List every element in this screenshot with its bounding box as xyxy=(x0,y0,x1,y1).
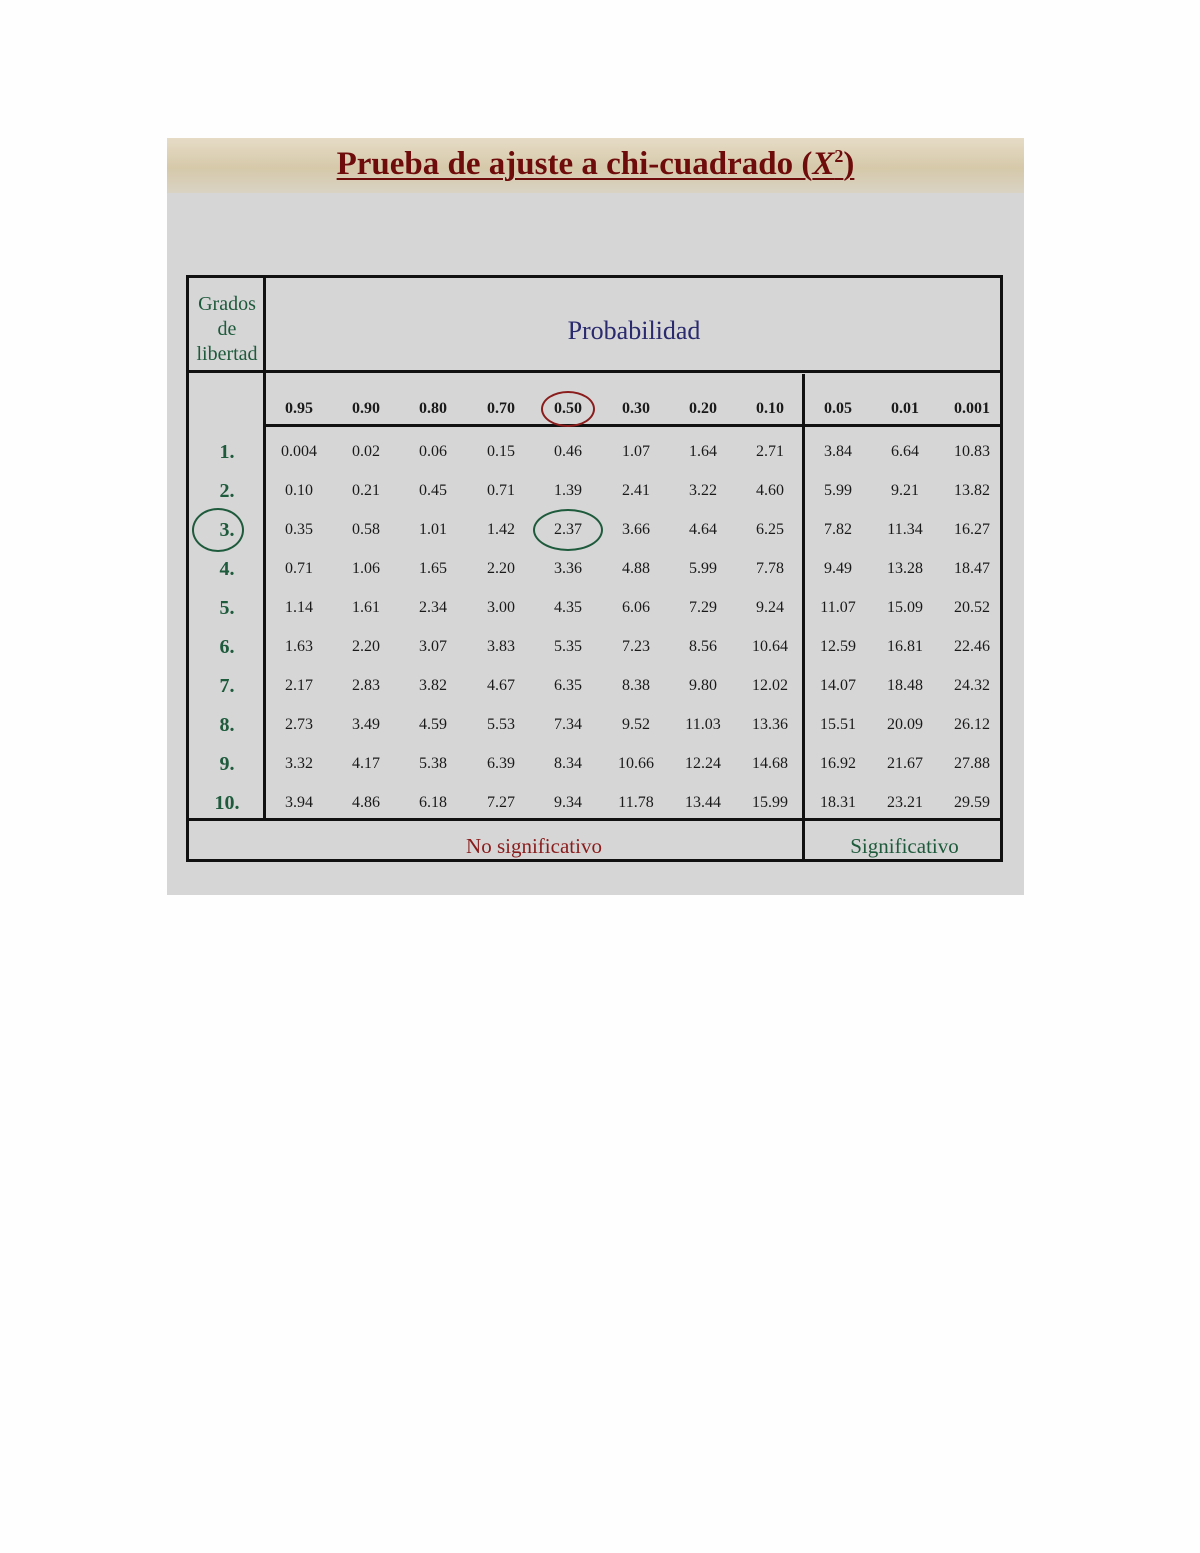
degree-of-freedom-label: 6. xyxy=(219,636,235,658)
degree-of-freedom-label: 5. xyxy=(219,597,235,619)
table-cell: 2.20 xyxy=(352,638,380,655)
table-rule-vertical xyxy=(263,278,266,818)
table-cell: 1.01 xyxy=(419,521,447,538)
table-cell: 26.12 xyxy=(954,716,990,733)
table-cell: 4.86 xyxy=(352,794,380,811)
table-cell: 10.83 xyxy=(954,443,990,460)
table-cell: 29.59 xyxy=(954,794,990,811)
table-cell: 3.82 xyxy=(419,677,447,694)
table-cell: 2.20 xyxy=(487,560,515,577)
table-cell: 15.09 xyxy=(887,599,923,616)
degree-of-freedom-label: 3. xyxy=(219,519,235,541)
table-cell: 9.49 xyxy=(824,560,852,577)
table-cell: 2.34 xyxy=(419,599,447,616)
table-cell: 4.64 xyxy=(689,521,717,538)
table-cell: 15.51 xyxy=(820,716,856,733)
table-cell: 5.99 xyxy=(689,560,717,577)
probability-column-header: 0.30 xyxy=(622,400,650,417)
table-cell: 13.36 xyxy=(752,716,788,733)
probability-header: Probabilidad xyxy=(567,316,701,345)
table-cell: 6.25 xyxy=(756,521,784,538)
table-cell: 3.49 xyxy=(352,716,380,733)
table-cell: 3.36 xyxy=(554,560,582,577)
table-cell: 0.02 xyxy=(352,443,380,460)
table-cell: 13.28 xyxy=(887,560,923,577)
table-cell: 1.61 xyxy=(352,599,380,616)
degree-of-freedom-label: 10. xyxy=(214,792,240,814)
table-cell: 23.21 xyxy=(887,794,923,811)
table-cell: 3.32 xyxy=(285,755,313,772)
table-cell: 12.02 xyxy=(752,677,788,694)
table-cell: 6.18 xyxy=(419,794,447,811)
table-cell: 2.37 xyxy=(554,521,582,538)
degree-of-freedom-label: 7. xyxy=(219,675,235,697)
probability-column-header: 0.05 xyxy=(824,400,852,417)
table-cell: 3.22 xyxy=(689,482,717,499)
table-cell: 2.73 xyxy=(285,716,313,733)
degree-of-freedom-label: 8. xyxy=(219,714,235,736)
table-cell: 20.09 xyxy=(887,716,923,733)
table-cell: 1.42 xyxy=(487,521,515,538)
table-cell: 1.14 xyxy=(285,599,313,616)
table-cell: 9.52 xyxy=(622,716,650,733)
degree-of-freedom-label: 9. xyxy=(219,753,235,775)
table-cell: 18.48 xyxy=(887,677,923,694)
table-cell: 7.29 xyxy=(689,599,717,616)
table-cell: 5.35 xyxy=(554,638,582,655)
table-cell: 0.004 xyxy=(281,443,317,460)
table-cell: 1.39 xyxy=(554,482,582,499)
table-cell: 1.63 xyxy=(285,638,313,655)
table-cell: 0.21 xyxy=(352,482,380,499)
dof-header: Grados de libertad xyxy=(196,293,258,365)
table-cell: 10.64 xyxy=(752,638,788,655)
table-cell: 6.39 xyxy=(487,755,515,772)
table-cell: 27.88 xyxy=(954,755,990,772)
table-cell: 0.46 xyxy=(554,443,582,460)
table-cell: 9.34 xyxy=(554,794,582,811)
table-cell: 18.31 xyxy=(820,794,856,811)
table-cell: 11.78 xyxy=(618,794,654,811)
probability-column-header: 0.80 xyxy=(419,400,447,417)
table-cell: 1.07 xyxy=(622,443,650,460)
table-cell: 20.52 xyxy=(954,599,990,616)
probability-column-header: 0.001 xyxy=(954,400,990,417)
probability-column-header: 0.90 xyxy=(352,400,380,417)
table-cell: 1.65 xyxy=(419,560,447,577)
table-cell: 7.82 xyxy=(824,521,852,538)
degree-of-freedom-label: 4. xyxy=(219,558,235,580)
table-cell: 3.94 xyxy=(285,794,313,811)
cell-highlight-oval xyxy=(533,509,603,551)
table-cell: 16.27 xyxy=(954,521,990,538)
table-cell: 15.99 xyxy=(752,794,788,811)
table-cell: 5.99 xyxy=(824,482,852,499)
table-cell: 4.17 xyxy=(352,755,380,772)
table-cell: 5.38 xyxy=(419,755,447,772)
table-cell: 3.83 xyxy=(487,638,515,655)
chi-square-table xyxy=(186,275,1003,862)
table-cell: 16.92 xyxy=(820,755,856,772)
table-cell: 24.32 xyxy=(954,677,990,694)
row-highlight-oval xyxy=(192,508,244,552)
table-cell: 4.59 xyxy=(419,716,447,733)
table-cell: 8.56 xyxy=(689,638,717,655)
table-cell: 11.34 xyxy=(887,521,923,538)
table-cell: 4.88 xyxy=(622,560,650,577)
table-cell: 21.67 xyxy=(887,755,923,772)
table-rule-horizontal xyxy=(189,818,1000,821)
table-cell: 1.06 xyxy=(352,560,380,577)
probability-column-header: 0.95 xyxy=(285,400,313,417)
table-cell: 7.78 xyxy=(756,560,784,577)
table-cell: 9.24 xyxy=(756,599,784,616)
table-cell: 6.35 xyxy=(554,677,582,694)
table-cell: 2.83 xyxy=(352,677,380,694)
table-cell: 14.68 xyxy=(752,755,788,772)
table-cell: 0.45 xyxy=(419,482,447,499)
probability-column-header: 0.70 xyxy=(487,400,515,417)
degree-of-freedom-label: 2. xyxy=(219,480,235,502)
table-cell: 11.03 xyxy=(685,716,721,733)
probability-column-header: 0.20 xyxy=(689,400,717,417)
table-cell: 3.00 xyxy=(487,599,515,616)
table-cell: 18.47 xyxy=(954,560,990,577)
table-cell: 3.84 xyxy=(824,443,852,460)
table-cell: 0.71 xyxy=(285,560,313,577)
table-cell: 2.41 xyxy=(622,482,650,499)
table-cell: 22.46 xyxy=(954,638,990,655)
table-cell: 0.71 xyxy=(487,482,515,499)
table-cell: 6.06 xyxy=(622,599,650,616)
table-cell: 12.59 xyxy=(820,638,856,655)
table-cell: 10.66 xyxy=(618,755,654,772)
table-cell: 2.17 xyxy=(285,677,313,694)
table-cell: 7.23 xyxy=(622,638,650,655)
table-cell: 0.58 xyxy=(352,521,380,538)
table-cell: 6.64 xyxy=(891,443,919,460)
table-cell: 4.35 xyxy=(554,599,582,616)
table-cell: 0.10 xyxy=(285,482,313,499)
table-cell: 9.80 xyxy=(689,677,717,694)
table-cell: 1.64 xyxy=(689,443,717,460)
table-cell: 2.71 xyxy=(756,443,784,460)
table-cell: 5.53 xyxy=(487,716,515,733)
table-cell: 14.07 xyxy=(820,677,856,694)
table-cell: 0.35 xyxy=(285,521,313,538)
table-cell: 16.81 xyxy=(887,638,923,655)
table-cell: 11.07 xyxy=(820,599,856,616)
table-cell: 4.60 xyxy=(756,482,784,499)
table-cell: 13.82 xyxy=(954,482,990,499)
table-rule-horizontal xyxy=(189,370,1000,373)
table-cell: 9.21 xyxy=(891,482,919,499)
footer-significant: Significativo xyxy=(850,834,959,858)
table-cell: 3.07 xyxy=(419,638,447,655)
table-cell: 13.44 xyxy=(685,794,721,811)
table-cell: 0.15 xyxy=(487,443,515,460)
column-highlight-oval xyxy=(541,391,595,427)
probability-column-header: 0.01 xyxy=(891,400,919,417)
table-cell: 7.34 xyxy=(554,716,582,733)
table-rule-horizontal xyxy=(265,424,1000,427)
table-cell: 7.27 xyxy=(487,794,515,811)
degree-of-freedom-label: 1. xyxy=(219,441,235,463)
table-rule-vertical xyxy=(802,374,805,859)
table-cell: 8.34 xyxy=(554,755,582,772)
footer-no-significant: No significativo xyxy=(466,834,602,858)
table-cell: 12.24 xyxy=(685,755,721,772)
table-cell: 3.66 xyxy=(622,521,650,538)
table-cell: 4.67 xyxy=(487,677,515,694)
table-cell: 8.38 xyxy=(622,677,650,694)
table-cell: 0.06 xyxy=(419,443,447,460)
probability-column-header: 0.10 xyxy=(756,400,784,417)
probability-column-header: 0.50 xyxy=(554,400,582,417)
page-title: Prueba de ajuste a chi-cuadrado $(X^2)$ xyxy=(336,146,855,182)
